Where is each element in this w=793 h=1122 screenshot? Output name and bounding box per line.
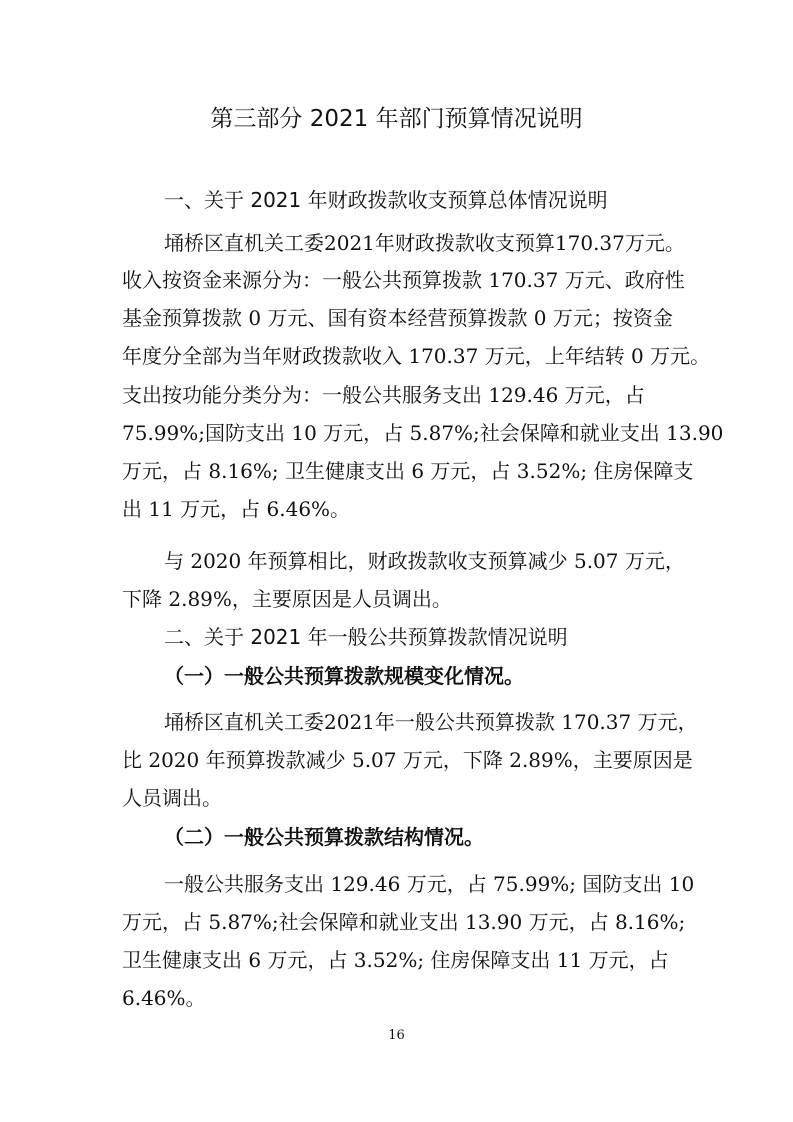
paragraph-line: 出 11 万元，占 6.46%。	[122, 497, 351, 521]
paragraph-line: 年度分全部为当年财政拨款收入 170.37 万元，上年结转 0 万元。	[122, 344, 711, 368]
paragraph-line: 万元，占 8.16%; 卫生健康支出 6 万元，占 3.52%; 住房保障支	[122, 459, 694, 483]
subsection-2-heading: （二）一般公共预算拨款结构情况。	[164, 825, 484, 849]
paragraph-line: 收入按资金来源分为：一般公共预算拨款 170.37 万元、政府性	[122, 268, 685, 292]
page-number: 16	[388, 1028, 405, 1043]
paragraph-line: 基金预算拨款 0 万元、国有资本经营预算拨款 0 万元；按资金	[122, 306, 673, 330]
paragraph-line: 一般公共服务支出 129.46 万元，占 75.99%; 国防支出 10	[164, 872, 695, 896]
paragraph-line: 卫生健康支出 6 万元，占 3.52%; 住房保障支出 11 万元，占	[122, 948, 669, 972]
paragraph-line: 埇桥区直机关工委2021年财政拨款收支预算170.37万元。	[164, 231, 685, 255]
paragraph-line: 与 2020 年预算相比，财政拨款收支预算减少 5.07 万元，	[164, 549, 685, 573]
paragraph-line: 下降 2.89%，主要原因是人员调出。	[122, 587, 452, 611]
paragraph-line: 埇桥区直机关工委2021年一般公共预算拨款 170.37 万元，	[164, 710, 698, 734]
paragraph-line: 万元，占 5.87%;社会保障和就业支出 13.90 万元，占 8.16%;	[122, 910, 686, 934]
section-2-heading: 二、关于 2021 年一般公共预算拨款情况说明	[164, 625, 568, 649]
paragraph-line: 人员调出。	[122, 786, 222, 810]
paragraph-line: 比 2020 年预算拨款减少 5.07 万元，下降 2.89%，主要原因是	[122, 748, 693, 772]
section-1-heading: 一、关于 2021 年财政拨款收支预算总体情况说明	[164, 188, 608, 212]
subsection-1-heading: （一）一般公共预算拨款规模变化情况。	[164, 664, 524, 688]
paragraph-line: 支出按功能分类分为：一般公共服务支出 129.46 万元，占	[122, 383, 645, 407]
paragraph-line: 6.46%。	[122, 986, 206, 1010]
page-title: 第三部分 2021 年部门预算情况说明	[210, 106, 583, 132]
paragraph-line: 75.99%;国防支出 10 万元，占 5.87%;社会保障和就业支出 13.90	[122, 421, 724, 445]
